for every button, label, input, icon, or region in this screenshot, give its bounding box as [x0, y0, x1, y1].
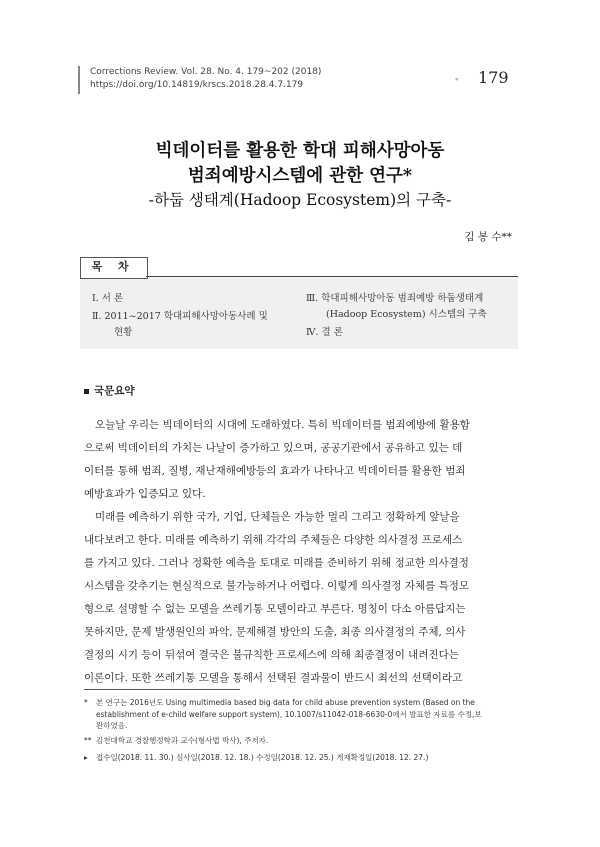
footnote-rule	[84, 689, 240, 690]
text-line: 미래를 예측하기 위한 국가, 기업, 단체들은 가능한 멀리 그리고 정확하게 앞날을	[95, 511, 460, 523]
author-name: 김 봉 수**	[464, 231, 512, 243]
text-line: 를 가지고 있다. 그러나 정확한 예측을 토대로 미래를 준비하기 위해 정교한 의사결정	[84, 557, 469, 569]
text-line: 이론이다. 또한 쓰레기통 모델을 통해서 선택된 결과물이 반드시 최선의 선택이라고	[84, 672, 463, 684]
page-marker: «	[455, 76, 459, 83]
text-line: 이터를 통해 범죄, 질병, 재난재해예방등의 효과가 나타나고 빅데이터를 활용한 범죄	[84, 465, 466, 477]
footnote-line: 본 연구는 2016년도 Using multimedia based big data for child abuse prevention system (Based on the	[96, 698, 475, 707]
text-line: 예방효과가 입증되고 있다.	[84, 488, 206, 500]
journal-header	[90, 66, 321, 92]
footnote-mark: **	[84, 736, 92, 745]
toc-label: 목 차	[91, 260, 135, 273]
toc-item-2[interactable]: Ⅱ. 2011~2017 학대피해사망아동사례 및	[92, 311, 268, 322]
toc-item-4[interactable]: Ⅳ. 결 론	[306, 327, 343, 338]
footnote-3	[84, 752, 516, 764]
abstract-paragraph-2	[84, 506, 516, 690]
text-line: 오늘날 우리는 빅데이터의 시대에 도래하였다. 특히 빅데이터를 범죄예방에 활용함	[95, 419, 470, 431]
paper-subtitle: -하둡 생태계(Hadoop Ecosystem)의 구축-	[148, 191, 452, 209]
doi-link[interactable]: https://doi.org/10.14819/krscs.2018.28.4.7.179	[90, 80, 304, 90]
footnote-2	[84, 735, 516, 747]
toc-item-1[interactable]: Ⅰ. 서 론	[92, 293, 124, 304]
text-line: 못하지만, 문제 발생원인의 파악, 문제해결 방안의 도출, 최종 의사결정의 주체, 의사	[84, 626, 466, 638]
toc-item-2-cont[interactable]: 현황	[114, 327, 133, 338]
bullet-square-icon	[84, 389, 89, 394]
text-line: 내다보려고 한다. 미래를 예측하기 위해 각각의 주체들은 다양한 의사결정 프로세스	[84, 534, 463, 546]
footnote-text: 접수일(2018. 11. 30.) 심사일(2018. 12. 18.) 수정일(2018. 12. 25.) 게재확정일(2018. 12. 27.)	[96, 753, 429, 762]
footnote-1	[84, 697, 516, 732]
paper-title-line1: 빅데이터를 활용한 학대 피해사망아동	[155, 141, 445, 161]
text-line: 결정의 시기 등이 뒤섞여 결국은 불규칙한 프로세스에 의해 최종결정이 내려진다는	[84, 649, 459, 661]
paper-title-line2: 범죄예방시스템에 관한 연구*	[187, 166, 413, 186]
page-number: 179	[478, 68, 509, 87]
arrow-icon: ▸	[84, 753, 88, 762]
abstract-paragraph-1	[84, 414, 516, 506]
text-line: 시스템을 갖추기는 현실적으로 불가능하거나 어렵다. 이렇게 의사결정 자체를 특정모	[84, 580, 470, 592]
toc-item-3-cont[interactable]: (Hadoop Ecosystem) 시스템의 구축	[326, 309, 487, 320]
footnote-line: 완하였음.	[96, 721, 128, 730]
journal-citation: Corrections Review. Vol. 28. No. 4. 179~202 (2018)	[90, 67, 322, 77]
abstract-heading-label: 국문요약	[94, 385, 135, 397]
text-line: 형으로 설명할 수 없는 모델을 쓰레기통 모델이라고 부른다. 명칭이 다소 아름답지는	[84, 603, 466, 615]
toc-rule	[146, 276, 518, 277]
header-rule	[78, 66, 80, 94]
footnote-mark: *	[84, 698, 88, 707]
abstract-heading	[84, 383, 135, 398]
footnote-line: establishment of e-child welfare support system), 10.1007/s11042-018-6630-0에서 발표한 자료를 수정,보	[96, 709, 482, 719]
footnote-text: 김천대학교 경찰행정학과 교수(형사법 박사), 주저자.	[96, 736, 269, 745]
text-line: 으로써 빅데이터의 가치는 나날이 증가하고 있으며, 공공기관에서 공유하고 있는 데	[84, 442, 463, 454]
toc-item-3[interactable]: Ⅲ. 학대피해사망아동 범죄예방 하둡생태계	[306, 293, 484, 304]
